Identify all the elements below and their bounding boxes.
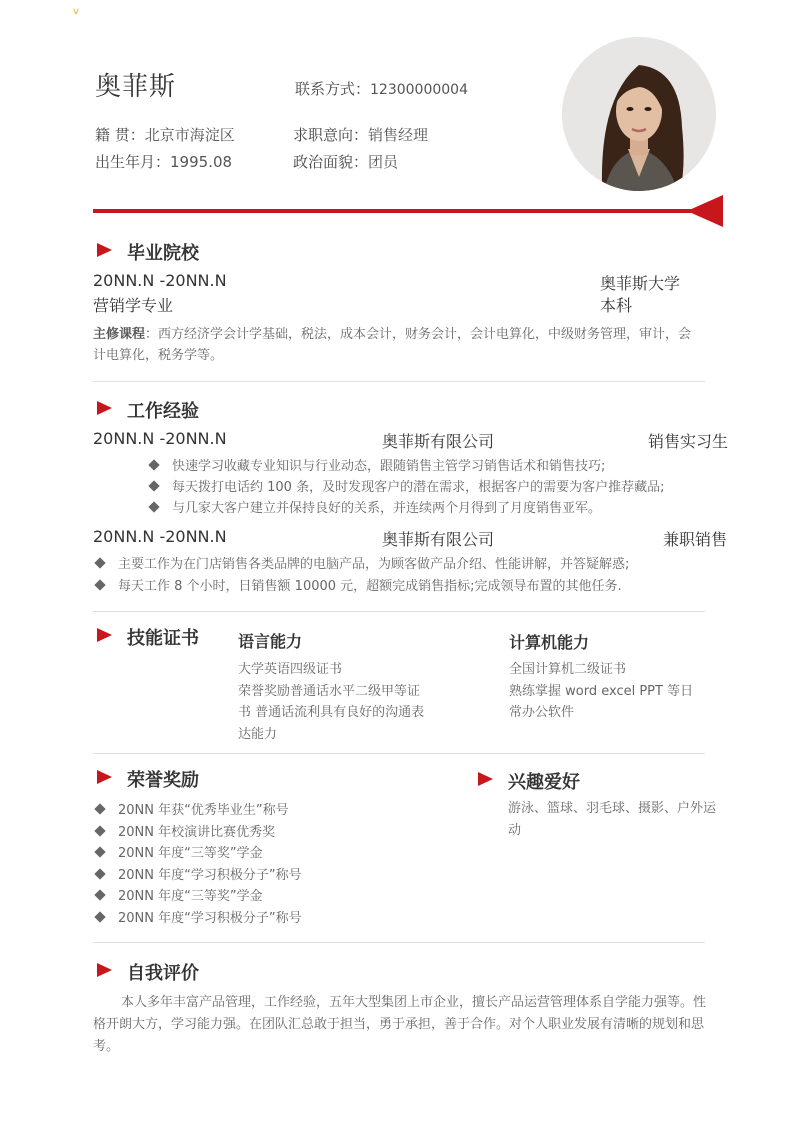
- work-triangle-icon: [97, 401, 112, 415]
- honor-text: 20NN 年校演讲比赛优秀奖: [118, 824, 276, 840]
- education-title: 毕业院校: [127, 243, 199, 264]
- section-divider: [93, 381, 705, 382]
- education-triangle-icon: [97, 243, 112, 257]
- hobbies-line: 动: [508, 823, 522, 838]
- hometown-info: [95, 124, 235, 145]
- contact-value: 12300000004: [370, 82, 468, 98]
- diamond-bullet-icon: [94, 825, 105, 836]
- honor-item: [96, 822, 302, 844]
- job-2-company: 奥菲斯有限公司: [382, 530, 495, 549]
- honors-title: 荣誉奖励: [127, 770, 199, 791]
- job-intent-info: [293, 124, 428, 145]
- skills-title: 技能证书: [127, 628, 199, 649]
- job-1-company: 奥菲斯有限公司: [382, 432, 495, 451]
- honor-item: [96, 843, 302, 865]
- hobbies-title: 兴趣爱好: [508, 772, 580, 793]
- honor-text: 20NN 年度“学习积极分子”称号: [118, 867, 302, 883]
- diamond-bullet-icon: [94, 868, 105, 879]
- language-line: 荣誉奖励普通话水平二级甲等证: [238, 683, 421, 699]
- language-line: 书 普通话流利具有良好的沟通表: [238, 705, 425, 720]
- job-intent-value: 销售经理: [368, 126, 429, 144]
- language-line: 达能力: [238, 726, 278, 742]
- diamond-bullet-icon: [94, 579, 105, 590]
- job-1-period: 20NN.N -20NN.N: [93, 429, 227, 448]
- bullet-text: 每天工作 8 个小时，日销售额 10000 元，超额完成销售指标;完成领导布置的其他任务.: [118, 579, 622, 594]
- birth-info: [95, 151, 232, 172]
- computer-title: 计算机能力: [509, 633, 590, 652]
- birth-label: 出生年月：: [95, 153, 171, 171]
- job-2-role: 兼职销售: [663, 530, 728, 549]
- computer-line: 常办公软件: [509, 705, 575, 720]
- contact-label: 联系方式：: [295, 80, 371, 98]
- political-label: 政治面貌：: [293, 153, 369, 171]
- honor-item: [96, 908, 302, 930]
- bullet-text: 每天拨打电话约 100 条，及时发现客户的潜在需求，根据客户的需要为客户推荐藏品;: [172, 480, 665, 495]
- diamond-bullet-icon: [148, 501, 159, 512]
- language-line: 大学英语四级证书: [238, 662, 343, 677]
- self-eval-line: 格开朗大方，学习能力强。在团队汇总敢于担当，勇于承担，善于合作。对个人职业发展有清晰的规划和思: [93, 1017, 705, 1032]
- honor-text: 20NN 年度“三等奖”学金: [118, 846, 263, 862]
- section-divider: [93, 611, 705, 612]
- diamond-bullet-icon: [148, 480, 159, 491]
- honors-triangle-icon: [97, 770, 112, 784]
- contact-info: [295, 78, 468, 99]
- corner-mark: v: [73, 6, 79, 17]
- computer-line: 全国计算机二级证书: [509, 662, 627, 677]
- hometown-label: 籍 贯：: [95, 126, 145, 144]
- courses-label: 主修课程: [93, 327, 146, 342]
- language-title: 语言能力: [238, 632, 303, 651]
- self-eval-text: [93, 992, 723, 1058]
- profile-photo: [562, 37, 716, 191]
- diamond-bullet-icon: [148, 459, 159, 470]
- computer-line: 熟练掌握 word excel PPT 等日: [509, 683, 694, 699]
- political-info: [293, 151, 398, 172]
- education-period: 20NN.N -20NN.N: [93, 271, 227, 290]
- bullet-text: 快速学习收藏专业知识与行业动态，跟随销售主管学习销售话术和销售技巧;: [172, 459, 606, 474]
- political-value: 团员: [368, 153, 399, 171]
- job-intent-label: 求职意向：: [293, 126, 369, 144]
- candidate-name: 奥菲斯: [95, 72, 177, 102]
- hobbies-line: 游泳、篮球、羽毛球、摄影、户外运: [508, 801, 717, 816]
- self-eval-line: 本人多年丰富产品管理，工作经验，五年大型集团上市企业，擅长产品运营管理体系自学能力强等。性: [121, 995, 707, 1010]
- skills-triangle-icon: [97, 628, 112, 642]
- honor-item: [96, 886, 302, 908]
- honor-text: 20NN 年获“优秀毕业生”称号: [118, 803, 289, 818]
- diamond-bullet-icon: [94, 911, 105, 922]
- computer-list: [509, 659, 693, 724]
- honor-text: 20NN 年度“三等奖”学金: [118, 889, 263, 905]
- bullet-text: 与几家大客户建立并保持良好的关系，并连续两个月得到了月度销售亚军。: [172, 501, 602, 516]
- education-degree: 本科: [600, 296, 633, 315]
- honor-text: 20NN 年度“学习积极分子”称号: [118, 910, 302, 926]
- section-divider: [93, 753, 705, 754]
- job-1-bullet: [150, 456, 605, 477]
- job-2-period: 20NN.N -20NN.N: [93, 527, 227, 546]
- self-eval-triangle-icon: [97, 963, 112, 977]
- diamond-bullet-icon: [94, 890, 105, 901]
- job-1-role: 销售实习生: [648, 432, 729, 451]
- hometown-value: 北京市海淀区: [144, 126, 235, 144]
- education-major: 营销学专业: [93, 296, 174, 315]
- self-eval-title: 自我评价: [127, 963, 199, 984]
- honors-list: [96, 800, 302, 930]
- hobbies-text: [508, 798, 716, 842]
- courses-line-1: ：西方经济学会计学基础，税法，成本会计，财务会计，会计电算化，中级财务管理，审计，会: [145, 327, 692, 342]
- job-2-bullet: [96, 554, 629, 575]
- header-divider-line: [93, 209, 693, 213]
- self-eval-line: 考。: [93, 1039, 120, 1054]
- diamond-bullet-icon: [94, 557, 105, 568]
- job-1-bullet: [150, 498, 601, 519]
- job-1-bullet: [150, 477, 664, 498]
- diamond-bullet-icon: [94, 847, 105, 858]
- education-courses: [93, 324, 713, 366]
- diamond-bullet-icon: [94, 803, 105, 814]
- language-list: [238, 659, 424, 745]
- hobbies-triangle-icon: [478, 772, 493, 786]
- header-divider-arrow: [687, 195, 723, 227]
- education-school: 奥菲斯大学: [600, 274, 681, 293]
- section-divider: [93, 942, 705, 943]
- work-title: 工作经验: [127, 401, 199, 422]
- bullet-text: 主要工作为在门店销售各类品牌的电脑产品，为顾客做产品介绍、性能讲解，并答疑解惑;: [118, 557, 630, 572]
- job-2-bullet: [96, 576, 622, 597]
- birth-value: 1995.08: [170, 153, 233, 171]
- honor-item: [96, 865, 302, 887]
- honor-item: [96, 800, 302, 822]
- courses-line-2: 计电算化，税务学等。: [93, 348, 224, 363]
